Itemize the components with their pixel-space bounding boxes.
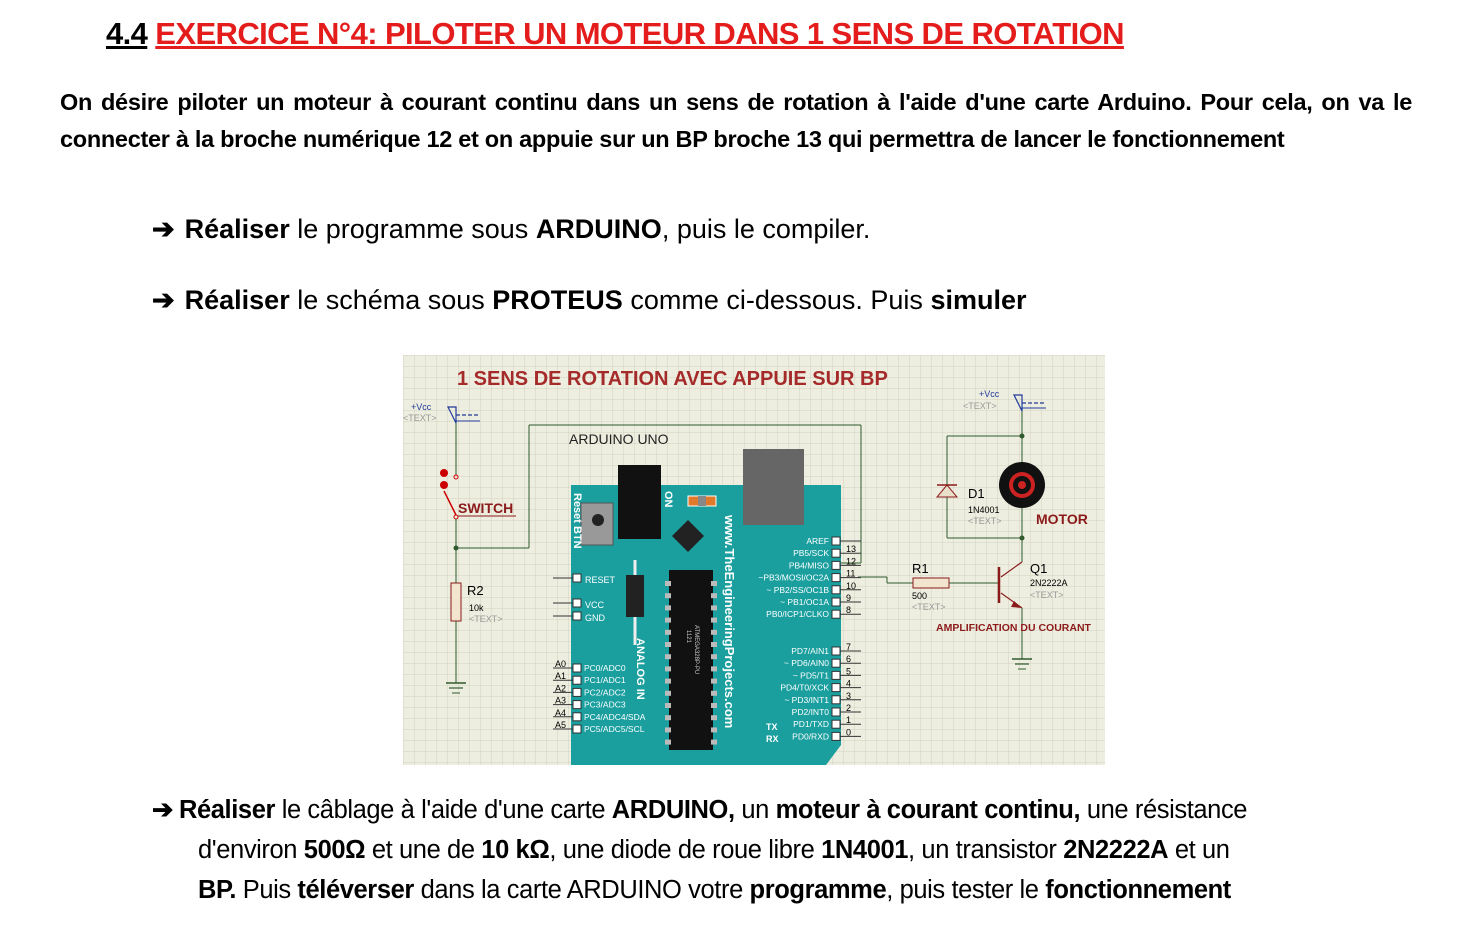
step-program: ➔ Réaliser le programme sous ARDUINO, puis le compiler. (152, 214, 871, 244)
final-l2-run: 1N4001 (821, 836, 909, 864)
final-l3-run: programme (749, 876, 887, 904)
analog-pin-func: PC0/ADC0 (584, 663, 626, 673)
digital-pin-number: 3 (846, 690, 852, 701)
motor-label: MOTOR (1036, 511, 1088, 527)
svg-text:Q1: Q1 (1030, 561, 1048, 576)
final-l3-run: fonctionnement (1045, 876, 1231, 904)
svg-text:GND: GND (585, 613, 605, 623)
digital-pin-number: 10 (846, 580, 857, 591)
analog-pin-name: A3 (555, 695, 567, 706)
svg-text:<TEXT>: <TEXT> (963, 401, 997, 411)
digital-pin-number: 6 (846, 654, 852, 665)
digital-pin-number: 9 (846, 593, 852, 603)
svg-text:R2: R2 (467, 583, 484, 598)
analog-pin-func: PC2/ADC2 (584, 687, 626, 698)
svg-text:<TEXT>: <TEXT> (403, 413, 437, 423)
final-l2-run: 10 kΩ (481, 836, 550, 864)
arrow-icon: ➔ (152, 214, 175, 244)
analog-pin-name: A4 (555, 707, 567, 718)
intro-paragraph: On désire piloter un moteur à courant continu dans un sens de rotation à l'aide d'une carte Arduino. Pour cela, on va le connecter à la broche numérique 12 et on appuie sur un BP broche 13 qui permettra de lancer le fonctionnement (60, 89, 1412, 152)
svg-text:ATMEGA328P-PU: ATMEGA328P-PU (693, 625, 699, 675)
final-l3-run: Puis (236, 876, 298, 904)
digital-pin-number: 1 (846, 715, 852, 726)
arrow-icon: ➔ (152, 285, 175, 315)
arrow-icon: ➔ (152, 796, 173, 824)
svg-text:+Vcc: +Vcc (411, 402, 432, 412)
final-l1-run: un (734, 796, 776, 824)
svg-text:TX: TX (766, 722, 778, 732)
digital-pin-func: PD4/T0/XCK (780, 682, 829, 693)
section-number: 4.4 (106, 16, 148, 51)
analog-in-label: ANALOG IN (634, 638, 646, 700)
digital-pin-func: PD1/TXD (793, 719, 829, 730)
final-instruction (152, 790, 1412, 910)
digital-pin-func: PD0/RXD (792, 731, 829, 742)
digital-pin-number: 13 (846, 544, 857, 555)
digital-pin-number: 4 (846, 678, 852, 689)
final-l1-run: une résistance (1080, 796, 1248, 824)
final-l2-run: 500Ω (303, 836, 366, 864)
final-l1-run: le câblage à l'aide d'une carte (275, 796, 612, 824)
arduino-label: ARDUINO UNO (569, 431, 669, 447)
digital-pin-func: PB0/ICP1/CLKO (766, 609, 829, 620)
analog-pin-name: A2 (555, 683, 567, 694)
final-l3-run: BP. (198, 876, 237, 904)
final-l2-run: , un transistor (908, 836, 1064, 864)
digital-pin-func: PD7/AIN1 (791, 646, 829, 656)
digital-pin-number: 8 (846, 605, 852, 616)
svg-text:<TEXT>: <TEXT> (469, 614, 503, 624)
svg-text:R1: R1 (912, 561, 929, 576)
svg-text:1N4001: 1N4001 (968, 505, 1000, 515)
digital-pin-number: 11 (846, 568, 856, 579)
final-l2-run: 2N2222A (1063, 836, 1169, 864)
svg-text:2N2222A: 2N2222A (1030, 578, 1068, 588)
svg-text:<TEXT>: <TEXT> (1030, 590, 1064, 600)
final-l1-run: Réaliser (178, 796, 276, 824)
final-l2-run: d'environ (198, 836, 304, 864)
final-l3-run: dans la carte ARDUINO votre (413, 876, 750, 904)
digital-pin-func: ~ PB2/SS/OC1B (766, 584, 829, 595)
analog-pin-name: A5 (555, 720, 567, 730)
digital-pin-func: ~ PD3/INT1 (784, 694, 829, 705)
svg-text:10k: 10k (469, 603, 484, 613)
final-line-1 (152, 790, 1412, 830)
svg-text:<TEXT>: <TEXT> (968, 516, 1002, 526)
digital-pin-func: AREF (806, 536, 829, 546)
svg-text:RESET: RESET (585, 575, 616, 585)
digital-pin-number: 5 (846, 666, 852, 677)
on-led-label: ON (662, 491, 674, 508)
svg-text:500: 500 (912, 591, 928, 601)
digital-pin-number: 12 (846, 556, 857, 567)
svg-text:1121: 1121 (685, 630, 691, 643)
final-l1-run: ARDUINO, (611, 796, 735, 824)
svg-text:RX: RX (766, 734, 779, 744)
switch-label: SWITCH (458, 500, 514, 516)
digital-pin-func: ~ PD6/AIN0 (783, 658, 829, 669)
digital-pin-func: ~ PD5/T1 (792, 670, 829, 681)
schematic-title: 1 SENS DE ROTATION AVEC APPUIE SUR BP (457, 368, 888, 390)
final-line-3 (152, 870, 1412, 910)
svg-text:<TEXT>: <TEXT> (912, 602, 946, 612)
analog-pin-func: PC1/ADC1 (584, 675, 626, 686)
reset-btn-label: Reset BTN (571, 493, 583, 549)
analog-pin-func: PC3/ADC3 (584, 699, 626, 710)
svg-text:VCC: VCC (585, 600, 605, 610)
step-schematic: ➔ Réaliser le schéma sous PROTEUS comme ci-dessous. Puis simuler (152, 285, 1027, 315)
svg-text:D1: D1 (968, 486, 985, 501)
digital-pin-func: ~PB3/MOSI/OC2A (758, 572, 829, 583)
digital-pin-number: 0 (846, 727, 852, 738)
digital-pin-number: 7 (846, 642, 852, 652)
analog-pin-name: A0 (555, 659, 567, 669)
final-l2-run: et un (1168, 836, 1230, 864)
final-l3-run: , puis tester le (886, 876, 1046, 904)
digital-pin-func: PB4/MISO (788, 560, 829, 571)
proteus-schematic (403, 355, 1105, 765)
final-l3-run: téléverser (297, 876, 414, 904)
digital-pin-func: ~ PB1/OC1A (780, 597, 829, 607)
final-l2-run: et une de (365, 836, 482, 864)
svg-text:+Vcc: +Vcc (979, 389, 1000, 399)
website-label: www.TheEngineeringProjects.com (722, 515, 737, 729)
analog-pin-func: PC5/ADC5/SCL (584, 724, 645, 734)
final-line-2 (152, 830, 1412, 870)
digital-pin-func: PD2/INT0 (791, 707, 829, 717)
digital-pin-func: PB5/SCK (793, 548, 829, 559)
final-l1-run: moteur à courant continu, (775, 796, 1081, 824)
final-l2-run: , une diode de roue libre (549, 836, 822, 864)
digital-pin-number: 2 (846, 703, 852, 713)
section-heading (106, 16, 1124, 52)
analog-pin-func: PC4/ADC4/SDA (584, 711, 646, 722)
section-title: EXERCICE N°4: PILOTER UN MOTEUR DANS 1 SENS DE ROTATION (155, 16, 1124, 51)
amplification-label: AMPLIFICATION DU COURANT (936, 622, 1091, 634)
analog-pin-name: A1 (555, 671, 567, 682)
